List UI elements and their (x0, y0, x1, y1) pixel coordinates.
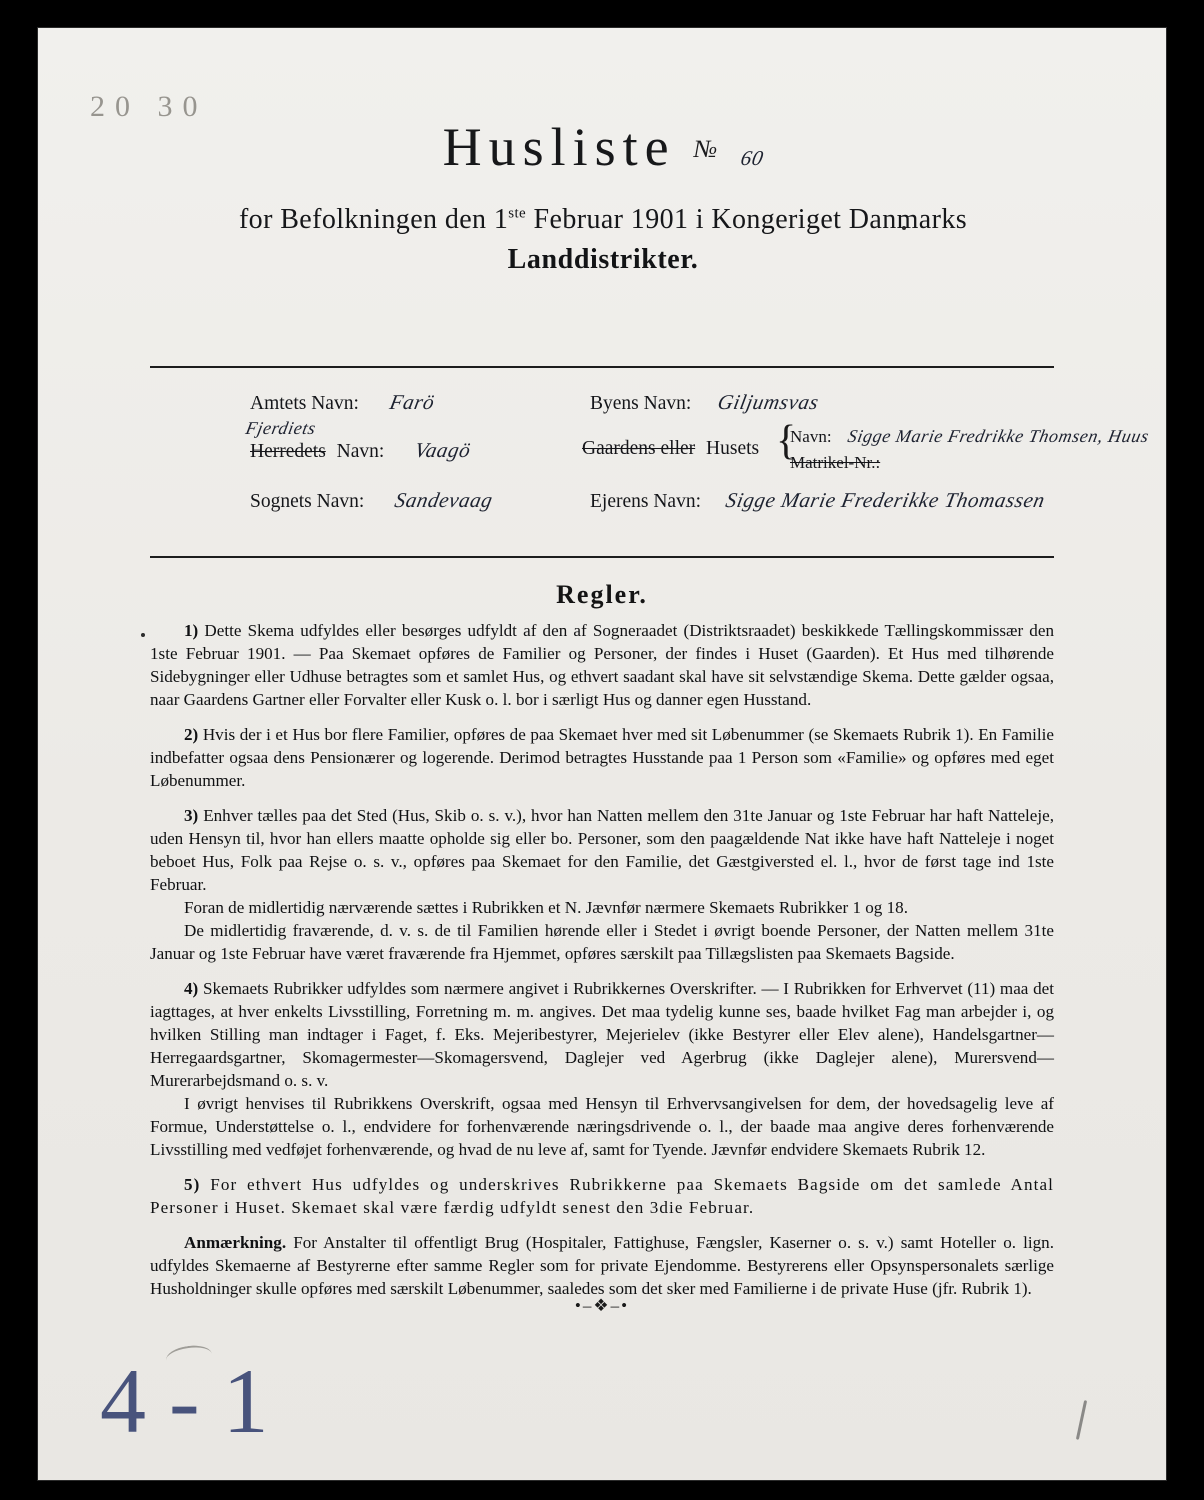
brace-icon: { (776, 418, 797, 464)
location-fields (150, 380, 1152, 546)
field-amt-value: Farö (387, 390, 437, 414)
field-herred-overwrite-value: Fjerdiets (244, 418, 318, 438)
field-herred (250, 438, 474, 463)
rule-2-text: Hvis der i et Hus bor flere Familier, opføres de paa Skemaet hver med sit Løbenummer (se Skemaets Rubrik 1). En Familie indbefatter ogsaa dens Pensionærer og logerende. Derimod betragtes Husstande paa 1 Person som «Familie» og opføres med eget Løbenummer. (150, 724, 1054, 790)
rule-4-sub: I øvrigt henvises til Rubrikkens Overskrift, ogsaa med Hensyn til Erhvervsangivelsen for dem, der hovedsagelig leve af Formue, Understøttelse o. l., endvidere for forhenværende næringsdrivende o. l., der baade maa angive deres forhenværende Livsstilling med vedføjet forhenværende, og hvad de nu leve af, samt for Tyende. Jævnfør endvidere Skemaets Rubrik 12. (150, 1093, 1054, 1159)
rule-5-number: 5) (184, 1174, 201, 1194)
field-by-label: Byens Navn: (590, 393, 692, 414)
field-husets-navn-label: Navn: (790, 427, 832, 446)
field-matrikel (790, 452, 897, 474)
document-subtitle-2: Landdistrikter. (507, 244, 699, 275)
archival-pencil-mark-bottom: 4 - 1 (100, 1350, 269, 1452)
rule-item-1 (150, 620, 1054, 712)
rule-note-text: For Anstalter til offentligt Brug (Hospitaler, Fattighuse, Fængsler, Kaserner o. s. v.) samt Hoteller o. lign. udfyldes Skemaerne af Bestyrerne efter samme Regler som for private Ejendomme. Bestyrerens eller Opsynspersonalets særlige Husholdninger skulle opføres med særskilt Løbenummer, saaledes som det sker med Familierne i de private Huse (jfr. Rubrik 1). (150, 1232, 1054, 1298)
rule-note (150, 1232, 1054, 1301)
field-herred-label: Herredets (250, 441, 326, 462)
field-ejer-value: Sigge Marie Frederikke Thomassen (723, 488, 1048, 512)
subtitle-part-1: for Befolkningen den 1 (238, 204, 509, 235)
rule-5-text: For ethvert Hus udfyldes og underskrives Rubrikkerne paa Skemaets Bagside om det samlede Antal Personer i Huset. Skemaet skal være færdig udfyldt senest den 3die Februar. (150, 1174, 1054, 1217)
field-gaard-label-group (582, 438, 759, 460)
rule-item-3 (150, 805, 1054, 897)
rule-item-5 (150, 1174, 1054, 1220)
field-husets-navn (790, 426, 1152, 448)
field-husets-navn-value: Sigge Marie Fredrikke Thomsen, Huus (846, 426, 1152, 446)
field-sogn-value: Sandevaag (392, 488, 496, 512)
rule-1-number: 1) (184, 621, 199, 640)
rule-1-text: Dette Skema udfyldes eller besørges udfyldt af den af Sogneraadet (Distriktsraadet) beskikkede Tællingskommissær den 1ste Februar 1901. — Paa Skemaet opføres de Familier og Personer, der findes i Huset (Gaarden). Et Hus med tilhørende Sidebygninger eller Udhuse betragtes som et samlet Hus, og ethvert saadant skal have sit selvstændige Skema. Dette gælder ogsaa, naar Gaardens Gartner eller Forvalter eller Kusk o. l. bor i særligt Hus og danner egen Husstand. (150, 621, 1054, 709)
field-amt (250, 390, 437, 415)
divider-bottom (150, 556, 1054, 558)
subtitle-ordinal: ste (508, 205, 527, 222)
rule-note-label: Anmærkning. (184, 1232, 287, 1252)
rule-item-4 (150, 978, 1054, 1093)
field-ejer-label: Ejerens Navn: (590, 491, 702, 512)
field-herred-overwrite (246, 418, 316, 440)
divider-top (150, 366, 1054, 368)
field-gaard-label-struck: Gaardens eller (582, 438, 696, 459)
field-by (590, 390, 822, 415)
rule-4-text: Skemaets Rubrikker udfyldes som nærmere angivet i Rubrikkernes Overskrifter. — I Rubrikken for Erhvervet (11) maa det iagttages, at hver enkelts Livsstilling, Forretning m. m. angives. Det maa tydelig kunne ses, baade hvilket Fag man arbejder i, og hvilken Stilling man indtager i Faget, f. Eks. Mejeribestyrer, Mejerielev (ikke Bestyrer eller Elev alene), Handelsgartner—Herregaardsgartner, Skomagermester—Skomagersvend, Daglejer ved Agerbrug (ikke Daglejer alene), Murersvend—Murerarbejdsmand o. s. v. (150, 978, 1054, 1090)
field-amt-label: Amtets Navn: (250, 393, 359, 414)
field-herred-value: Vaagö (412, 438, 474, 462)
rule-2-number: 2) (184, 724, 199, 744)
document-subtitle (148, 204, 1058, 236)
field-sogn-label: Sognets Navn: (250, 491, 365, 512)
rule-3-sub-2: De midlertidig fraværende, d. v. s. de til Familien hørende eller i Stedet i øvrigt boende Personer, der Natten mellem 31te Januar og 1ste Februar have været fraværende fra Hjemmet, opføres særskilt paa Tillægslisten paa Skemaets Bagside. (150, 920, 1054, 963)
field-ejer (590, 488, 1048, 513)
rule-4-number: 4) (184, 978, 199, 998)
field-gaard-label-rest: Husets (706, 438, 760, 459)
scanned-document-page (38, 28, 1166, 1480)
field-sogn (250, 488, 496, 513)
rule-3-sub-1: Foran de midlertidig nærværende sættes i Rubrikken et N. Jævnfør nærmere Skemaets Rubrikker 1 og 18. (184, 897, 908, 917)
paper-surface (38, 28, 1166, 1480)
ink-speck (141, 633, 145, 637)
ornament-divider: •–❖–• (574, 1296, 630, 1315)
field-matrikel-label: Matrikel-Nr.: (790, 453, 881, 472)
ink-streak (1076, 1400, 1087, 1440)
rule-3-number: 3) (184, 805, 199, 825)
field-by-value: Giljumsvas (715, 390, 822, 414)
number-symbol: № (693, 136, 718, 163)
regler-body (150, 620, 1054, 1313)
page-title: Husliste (442, 117, 676, 177)
rule-3-text: Enhver tælles paa det Sted (Hus, Skib o. s. v.), hvor han Natten mellem den 31te Januar og 1ste Februar har haft Natteleje, uden Hensyn til, hvor han ellers maatte opholde sig eller bo. Personer, som den paagældende Nat ikke have haft Natteleje i noget beboet Hus, Folk paa Rejse o. s. v., opføres paa Skemaet for den Familie, det Gæstgiversted el. l., hvor de først tage ind 1ste Februar. (150, 805, 1054, 894)
document-header (148, 116, 1058, 276)
rule-item-2 (150, 724, 1054, 793)
regler-heading: Regler. (556, 580, 648, 609)
husliste-number-value: 60 (738, 146, 766, 170)
subtitle-part-2: Februar 1901 i Kongeriget Danmarks (533, 204, 968, 235)
title-line (148, 116, 1058, 178)
archival-pencil-mark-top: 20 30 (90, 90, 208, 123)
field-herred-label-suffix: Navn: (336, 441, 385, 462)
